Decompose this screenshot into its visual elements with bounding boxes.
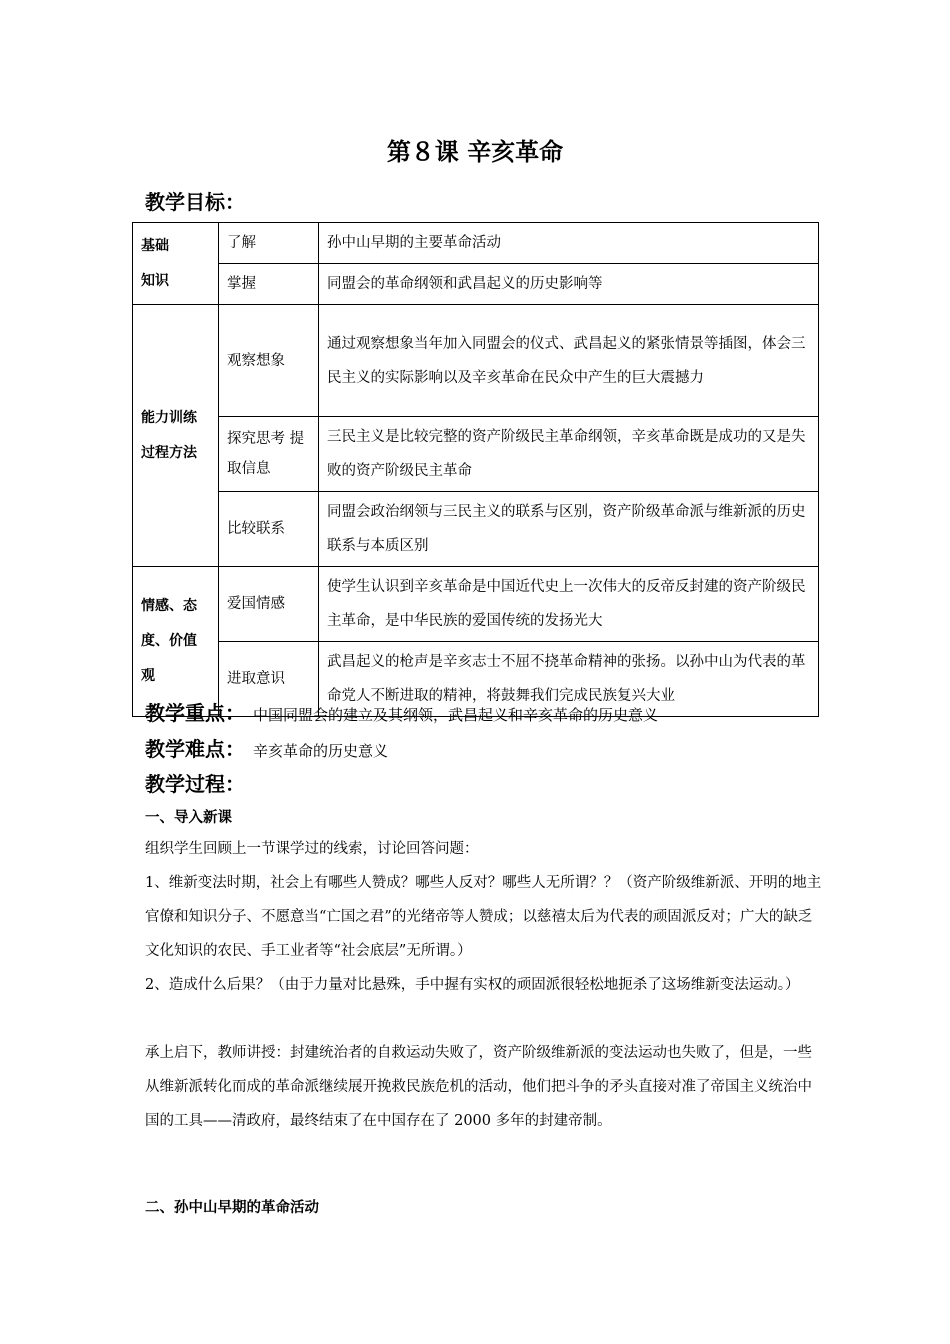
difficulties-line bbox=[145, 733, 388, 762]
page-title: 第８课 辛亥革命 bbox=[386, 138, 564, 166]
process-heading: 教学过程： bbox=[145, 772, 245, 796]
table-row bbox=[133, 264, 819, 305]
subcategory-cell: 进取意识 bbox=[219, 642, 319, 717]
subcategory-cell: 了解 bbox=[219, 223, 319, 264]
difficulties-label: 教学难点： bbox=[145, 737, 245, 761]
objectives-heading: 教学目标： bbox=[145, 190, 245, 214]
section-heading: 二、孙中山早期的革命活动 bbox=[145, 1200, 319, 1216]
description-cell: 武昌起义的枪声是辛亥志士不屈不挠革命精神的张扬。以孙中山为代表的革命党人不断进取的精神，将鼓舞我们完成民族复兴大业 bbox=[319, 642, 819, 717]
category-cell bbox=[133, 223, 219, 305]
table-row bbox=[133, 417, 819, 492]
category-line: 基础 bbox=[141, 237, 169, 254]
difficulties-text: 辛亥革命的历史意义 bbox=[253, 742, 389, 760]
category-line: 过程方法 bbox=[141, 444, 197, 461]
category-cell bbox=[133, 567, 219, 717]
subcategory-cell: 掌握 bbox=[219, 264, 319, 305]
category-line: 度、价值 bbox=[141, 633, 197, 649]
description-cell: 通过观察想象当年加入同盟会的仪式、武昌起义的紧张情景等插图，体会三民主义的实际影响以及辛亥革命在民众中产生的巨大震撼力 bbox=[319, 305, 819, 417]
subcategory-cell: 探究思考 提取信息 bbox=[219, 417, 319, 492]
category-line: 情感、态 bbox=[141, 598, 197, 614]
table-row bbox=[133, 492, 819, 567]
description-cell: 孙中山早期的主要革命活动 bbox=[319, 223, 819, 264]
objectives-table bbox=[132, 222, 819, 717]
table-row bbox=[133, 305, 819, 417]
description-cell: 同盟会政治纲领与三民主义的联系与区别，资产阶级革命派与维新派的历史联系与本质区别 bbox=[319, 492, 819, 567]
subcategory-cell: 比较联系 bbox=[219, 492, 319, 567]
category-line: 能力训练 bbox=[141, 409, 197, 426]
table-row bbox=[133, 567, 819, 642]
section-heading: 一、导入新课 bbox=[145, 810, 232, 826]
category-line: 观 bbox=[141, 668, 155, 684]
paragraph: 承上启下，教师讲授：封建统治者的自救运动失败了，资产阶级维新派的变法运动也失败了，但是，一些从维新派转化而成的革命派继续展开挽救民族危机的活动，他们把斗争的矛头直接对准了帝国主义统治中国的工具——清政府，最终结束了在中国存在了 2000 多年的封建帝制。 bbox=[145, 1045, 812, 1129]
paragraph: 组织学生回顾上一节课学过的线索，讨论回答问题： bbox=[145, 841, 479, 857]
key-points-label: 教学重点： bbox=[145, 701, 245, 725]
table-row bbox=[133, 223, 819, 264]
subcategory-cell: 爱国情感 bbox=[219, 567, 319, 642]
key-points-line bbox=[145, 697, 658, 726]
description-cell: 同盟会的革命纲领和武昌起义的历史影响等 bbox=[319, 264, 819, 305]
paragraph: 1、维新变法时期，社会上有哪些人赞成？哪些人反对？哪些人无所谓？？（资产阶级维新派、开明的地主官僚和知识分子、不愿意当“亡国之君”的光绪帝等人赞成；以慈禧太后为代表的顽固派反对；广大的缺乏文化知识的农民、手工业者等“社会底层”无所谓。） bbox=[145, 875, 822, 959]
paragraph: 2、造成什么后果？（由于力量对比悬殊，手中握有实权的顽固派很轻松地扼杀了这场维新变法运动。） bbox=[145, 977, 800, 993]
category-cell bbox=[133, 305, 219, 567]
category-line: 知识 bbox=[141, 272, 169, 289]
description-cell: 使学生认识到辛亥革命是中国近代史上一次伟大的反帝反封建的资产阶级民主革命，是中华民族的爱国传统的发扬光大 bbox=[319, 567, 819, 642]
subcategory-cell: 观察想象 bbox=[219, 305, 319, 417]
key-points-text: 中国同盟会的建立及其纲领，武昌起义和辛亥革命的历史意义 bbox=[253, 706, 659, 724]
description-cell: 三民主义是比较完整的资产阶级民主革命纲领，辛亥革命既是成功的又是失败的资产阶级民主革命 bbox=[319, 417, 819, 492]
